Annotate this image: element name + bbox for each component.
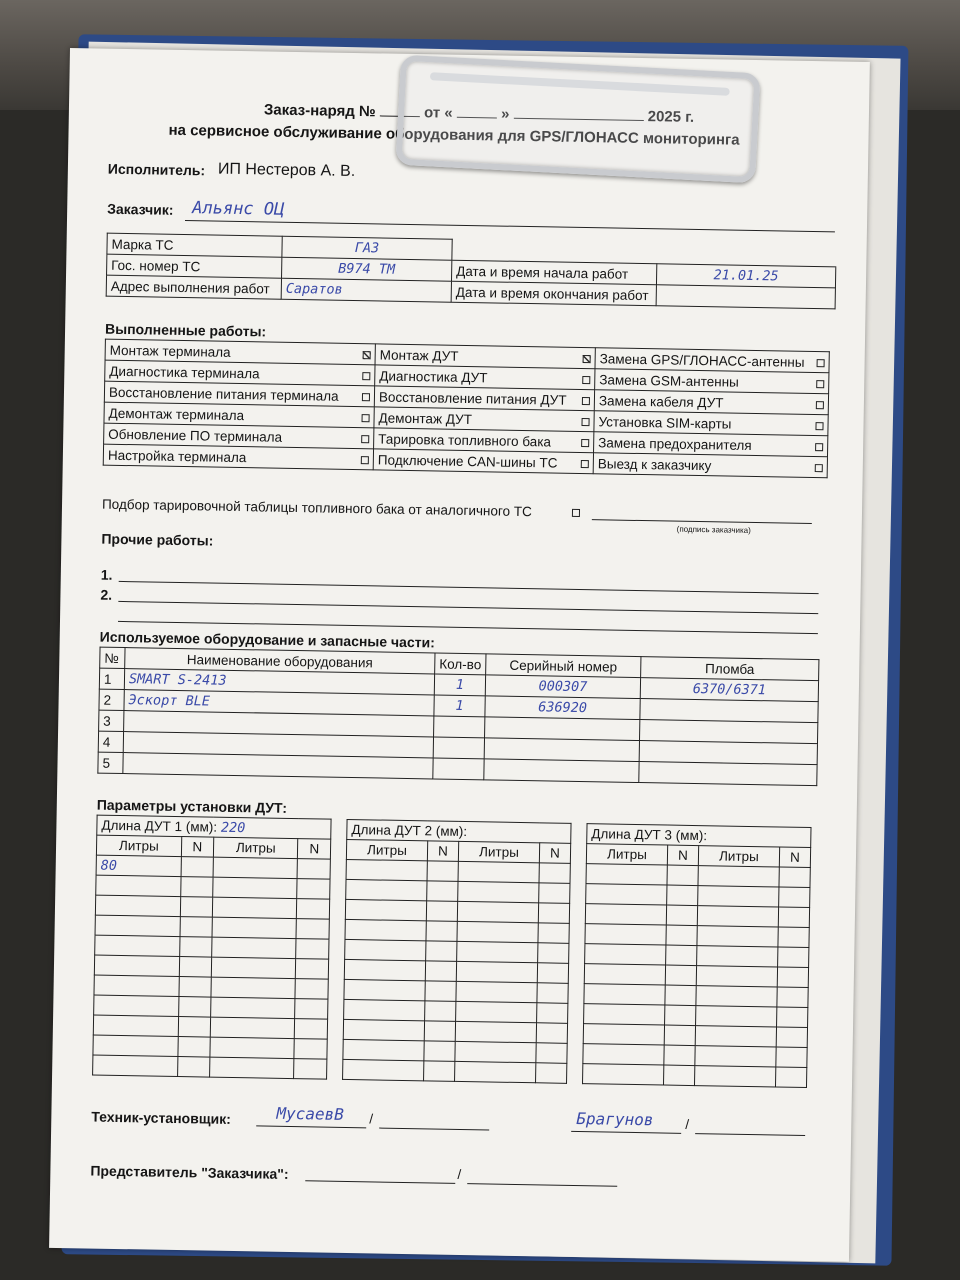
row-number: 3 — [99, 710, 124, 731]
work-item: Тарировка топливного бака — [374, 428, 594, 453]
work-item: Замена GPS/ГЛОНАСС-антенны — [595, 348, 829, 373]
col-header: Пломба — [641, 657, 819, 681]
work-item: Подключение CAN-шины ТС — [373, 449, 593, 474]
dut1-table — [92, 815, 332, 1080]
work-item: Выезд к заказчику — [593, 453, 827, 478]
equipment-seal: 6370/6371 — [640, 678, 818, 702]
start-label: Дата и время начала работ — [451, 260, 656, 285]
brand-value: ГАЗ — [282, 236, 452, 260]
work-item: Диагностика ДУТ — [375, 365, 595, 390]
col-liters: Литры — [698, 846, 779, 867]
checkbox-icon[interactable] — [581, 417, 589, 425]
dut2-table — [342, 819, 572, 1084]
year-label: 2025 г. — [647, 108, 695, 126]
row-number: 1 — [99, 668, 124, 689]
checkbox-icon[interactable] — [582, 396, 590, 404]
col-n: N — [427, 841, 458, 862]
col-liters: Литры — [213, 837, 298, 858]
equipment-serial: 000307 — [485, 675, 640, 699]
work-item: Замена кабеля ДУТ — [594, 390, 828, 415]
checkbox-icon[interactable] — [815, 443, 823, 451]
works-title: Выполненные работы: — [104, 320, 267, 340]
work-item: Диагностика терминала — [105, 360, 375, 386]
work-item: Обновление ПО терминала — [104, 423, 374, 449]
other-works-title: Прочие работы: — [101, 530, 214, 549]
customer-label: Заказчик: — [107, 200, 174, 218]
row-number: 5 — [98, 752, 123, 773]
col-header: Наименование оборудования — [125, 648, 435, 674]
col-n: N — [539, 843, 570, 864]
checkbox-icon[interactable] — [581, 438, 589, 446]
checkbox-icon[interactable] — [362, 414, 370, 422]
col-liters: Литры — [458, 841, 539, 862]
plate-value: В974 ТМ — [282, 257, 452, 281]
plate-label: Гос. номер ТС — [107, 254, 282, 278]
work-item: Установка SIM-карты — [594, 411, 828, 436]
dut1-length: 220 — [220, 819, 246, 836]
technician-label: Техник-установщик: — [91, 1108, 232, 1127]
start-value: 21.01.25 — [656, 264, 835, 288]
customer-rep-label: Представитель "Заказчика": — [90, 1162, 289, 1182]
col-header: Кол-во — [435, 653, 486, 675]
col-liters: Литры — [346, 839, 427, 860]
customer-value: Альянс ОЦ — [192, 198, 285, 220]
address-value: Саратов — [281, 278, 451, 302]
col-n: N — [667, 845, 698, 866]
dut3-header: Длина ДУТ 3 (мм): — [587, 824, 811, 848]
row-number: 2 — [99, 689, 124, 710]
header-line-2: на сервисное обслуживание оборудования для GPS/ГЛОНАСС мониторинга — [168, 121, 740, 149]
brand-label: Марка ТС — [107, 233, 282, 257]
equipment-table — [97, 647, 819, 787]
equipment-qty: 1 — [434, 674, 485, 696]
checkbox-icon[interactable] — [817, 359, 825, 367]
work-item: Монтаж ДУТ — [375, 344, 595, 369]
checkbox-icon[interactable] — [582, 375, 590, 383]
checkbox-icon[interactable] — [815, 422, 823, 430]
checkbox-icon[interactable] — [816, 380, 824, 388]
work-item: Замена GSM-антенны — [595, 369, 829, 394]
works-table — [103, 339, 830, 479]
checkbox-icon[interactable] — [362, 393, 370, 401]
other-item-2: 2. — [100, 586, 113, 603]
row-number: 4 — [98, 731, 123, 752]
col-liters: Литры — [96, 835, 181, 856]
checkbox-icon[interactable] — [361, 456, 369, 464]
checkbox-icon[interactable] — [816, 401, 824, 409]
dut3-table — [582, 823, 812, 1088]
work-item: Демонтаж ДУТ — [374, 407, 594, 432]
equipment-qty: 1 — [434, 695, 485, 717]
executor-value: ИП Нестеров А. В. — [217, 160, 356, 180]
work-order-form: Заказ-наряд № от « » 2025 г. на сервисное обслуживание оборудования для GPS/ГЛОНАСС мониторинга Исполнитель: ИП Нестеров А. В. Заказчик: Альянс ОЦ Марка ТС ГАЗ Гос. номер ТС В974 ТМ Дата и время начала работ 21.01.25 Адрес выполнения работ Саратов Дата и время окончания работ Выполненные работы: Монтаж терминала Монтаж ДУТ Замена GPS/ГЛОНАСС-антенны Диагностика терминала Диагностика ДУТ Замена GSM-антенны Восстановление питания терминала Восстановление питания ДУТ Замена кабеля ДУТ Демонтаж терминала Демонтаж ДУТ Установка SIM-карты Обновление ПО терминала Тарировка топливного бака Замена предохранителя Настройка терминала Подключение CAN-шины ТС Выезд к заказчику Подбор тарировочной таблицы топливного бака от аналогичного ТС (подпись заказчика) Прочие работы: 1. 2. Используемое оборудование и запасные части: № Наименование оборудования Кол-во Серийный номер Пломба 1 SMART S-2413 1 000307 6370/6371 2 Эскорт BLE 1 636920 3 4 5 Параметры установки ДУТ: Длина ДУТ 1 (мм): 220 Литры N Литры N 80 Длина ДУТ 2 (мм): Литры N Литры N Длина ДУТ 3 (мм): Литры N Литры N Техник-установщик: МусаевВ / Брагунов / Представитель "Заказчика": / — [49, 48, 870, 1262]
work-item: Восстановление питания ДУТ — [374, 386, 594, 411]
equipment-title: Используемое оборудование и запасные части: — [99, 628, 435, 651]
checkbox-checked-icon[interactable] — [583, 354, 591, 362]
tariff-text: Подбор тарировочной таблицы топливного бака от аналогичного ТС — [101, 496, 532, 520]
dut-title: Параметры установки ДУТ: — [96, 796, 288, 816]
technician-signature-2: Брагунов — [576, 1109, 654, 1130]
col-n: N — [298, 839, 331, 860]
vehicle-table — [106, 233, 837, 310]
col-header: № — [100, 647, 125, 668]
signature-note: (подпись заказчика) — [676, 524, 751, 535]
date-from-label: от « — [423, 104, 453, 122]
order-number-label: Заказ-наряд № — [263, 101, 376, 121]
end-value — [656, 285, 835, 309]
work-item: Демонтаж терминала — [104, 402, 374, 428]
checkbox-checked-icon[interactable] — [363, 351, 371, 359]
checkbox-icon[interactable] — [362, 372, 370, 380]
work-item: Замена предохранителя — [594, 432, 828, 457]
col-n: N — [181, 837, 214, 858]
clipboard-clip — [395, 55, 760, 184]
end-label: Дата и время окончания работ — [451, 281, 656, 306]
col-header: Серийный номер — [486, 654, 641, 678]
equipment-name: Эскорт BLE — [124, 690, 434, 716]
checkbox-icon[interactable] — [815, 464, 823, 472]
col-liters: Литры — [586, 844, 667, 865]
other-item-1: 1. — [100, 566, 113, 583]
equipment-name: SMART S-2413 — [124, 669, 434, 695]
address-label: Адрес выполнения работ — [106, 275, 281, 299]
work-item: Восстановление питания терминала — [104, 381, 374, 407]
col-n: N — [779, 847, 810, 868]
technician-signature-1: МусаевВ — [276, 1103, 345, 1124]
dut1-first-liters: 80 — [96, 855, 181, 876]
checkbox-icon[interactable] — [572, 509, 580, 517]
work-item: Настройка терминала — [103, 444, 373, 470]
dut2-header: Длина ДУТ 2 (мм): — [347, 819, 571, 843]
dut1-header: Длина ДУТ 1 (мм): 220 — [97, 815, 331, 839]
work-item: Монтаж терминала — [105, 339, 375, 365]
equipment-serial: 636920 — [485, 696, 640, 720]
executor-label: Исполнитель: — [107, 160, 206, 179]
date-quote-close: » — [500, 105, 510, 123]
checkbox-icon[interactable] — [581, 459, 589, 467]
checkbox-icon[interactable] — [361, 435, 369, 443]
